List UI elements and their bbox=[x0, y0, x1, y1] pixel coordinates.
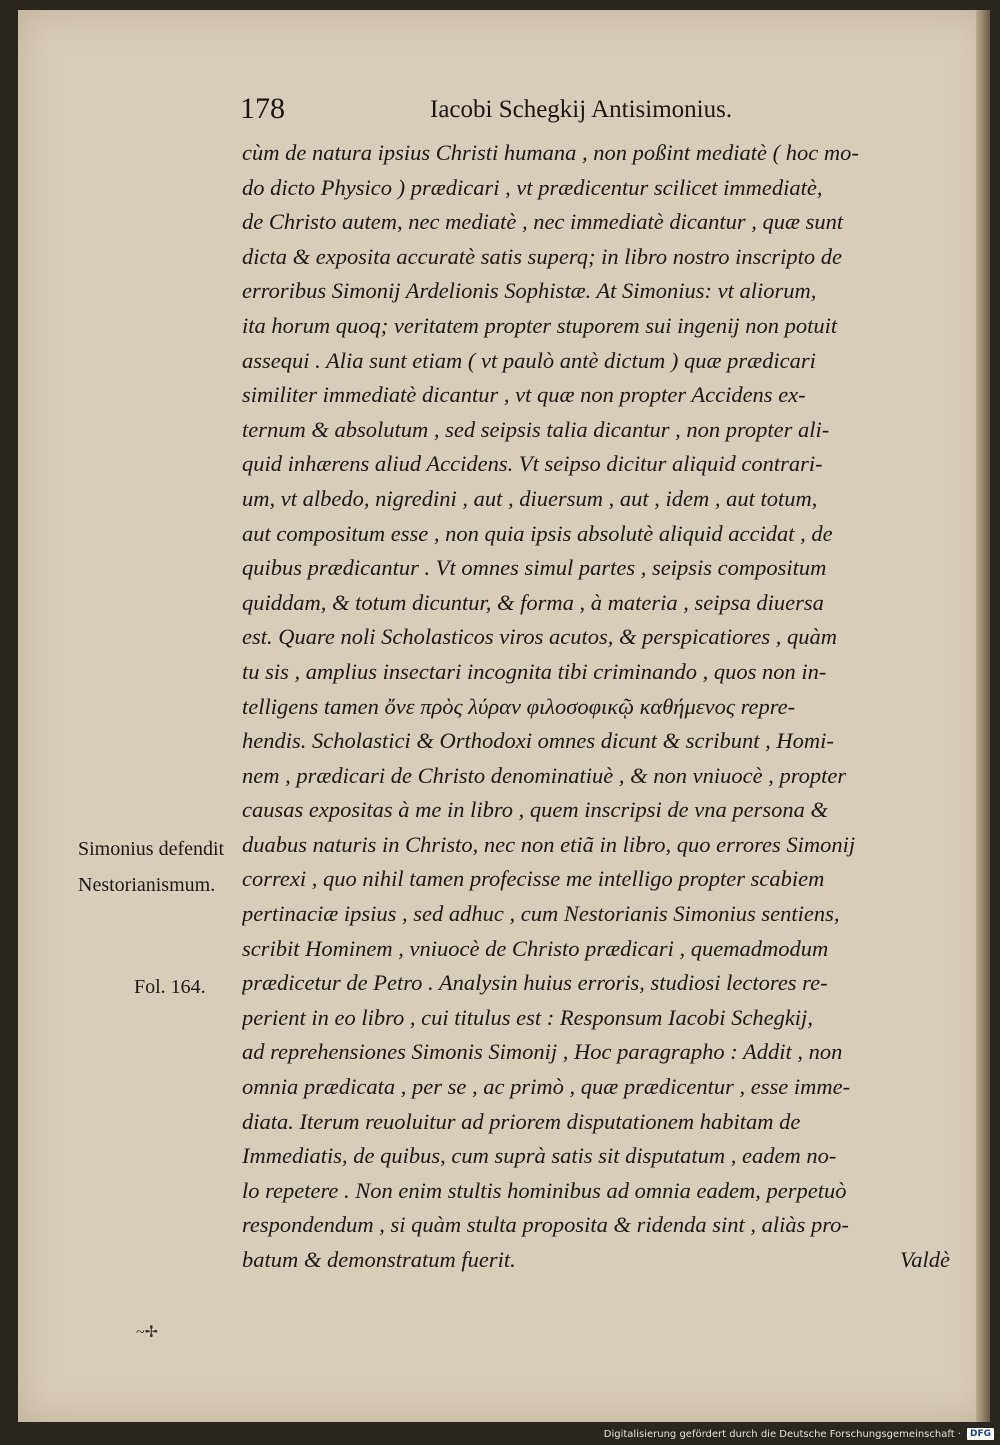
ink-mark: ~✢ bbox=[136, 1324, 159, 1341]
text-line: dicta & exposita accuratè satis superq; in libro nostro inscripto de bbox=[242, 243, 842, 269]
text-line: est. Quare noli Scholasticos viros acutos, & perspicatiores , quàm bbox=[242, 624, 837, 650]
text-line: quibus prædicantur . Vt omnes simul partes , seipsis compositum bbox=[242, 555, 827, 581]
text-line: ad reprehensiones Simonis Simonij , Hoc paragrapho : Addit , non bbox=[242, 1039, 843, 1065]
text-line: scribit Hominem , vniuocè de Christo prædicari , quemadmodum bbox=[242, 935, 829, 961]
text-line: pertinaciæ ipsius , sed adhuc , cum Nestorianis Simonius sentiens, bbox=[242, 901, 840, 927]
margin-note-simonius: Simonius defendit bbox=[78, 838, 225, 860]
text-line: ternum & absolutum , sed seipsis talia dicantur , non propter ali- bbox=[242, 416, 830, 442]
catchword: Valdè bbox=[900, 1247, 950, 1272]
margin-note-folio: Fol. 164. bbox=[134, 976, 206, 998]
text-line-last bbox=[242, 1243, 962, 1278]
text-line: correxi , quo nihil tamen profecisse me intelligo propter scabiem bbox=[242, 866, 825, 892]
text-line: respondendum , si quàm stulta proposita & ridenda sint , aliàs pro- bbox=[242, 1212, 849, 1238]
text-line: prædicetur de Petro . Analysin huius erroris, studiosi lectores re- bbox=[242, 970, 828, 996]
dfg-logo: DFG bbox=[967, 1428, 994, 1440]
footer-credit: Digitalisierung gefördert durch die Deutsche Forschungsgemeinschaft · bbox=[603, 1428, 961, 1440]
text-line: assequi . Alia sunt etiam ( vt paulò antè dictum ) quæ prædicari bbox=[242, 347, 816, 373]
text-line: similiter immediatè dicantur , vt quæ non propter Accidens ex- bbox=[242, 382, 806, 408]
text-line: causas expositas à me in libro , quem inscripsi de vna persona & bbox=[242, 797, 828, 823]
closing-text: batum & demonstratum fuerit. bbox=[242, 1247, 516, 1272]
margin-note-nestorianism: Nestorianismum. bbox=[78, 874, 216, 896]
text-line: quid inhærens aliud Accidens. Vt seipso dicitur aliquid contrari- bbox=[242, 451, 823, 477]
page-header bbox=[240, 92, 780, 128]
page-gutter bbox=[976, 10, 990, 1422]
text-line: cùm de natura ipsius Christi humana , non poßint mediatè ( hoc mo- bbox=[242, 140, 859, 165]
text-line: nem , prædicari de Christo denominatiuè , & non vniuocè , propter bbox=[242, 762, 847, 788]
text-line: hendis. Scholastici & Orthodoxi omnes dicunt & scribunt , Homi- bbox=[242, 728, 834, 754]
text-line: tu sis , amplius insectari incognita tibi criminando , quos non in- bbox=[242, 658, 827, 684]
text-line: lo repetere . Non enim stultis hominibus ad omnia eadem, perpetuò bbox=[242, 1177, 847, 1203]
text-line: duabus naturis in Christo, nec non etiã in libro, quo errores Simonij bbox=[242, 831, 856, 857]
text-line: quiddam, & totum dicuntur, & forma , à materia , seipsa diuersa bbox=[242, 589, 824, 615]
running-title: Iacobi Schegkij Antisimonius. bbox=[430, 96, 733, 123]
digitization-footer bbox=[604, 1426, 994, 1442]
text-line: ita horum quoq; veritatem propter stuporem sui ingenij non potuit bbox=[242, 312, 838, 338]
text-line: omnia prædicata , per se , ac primò , quæ prædicentur , esse imme- bbox=[242, 1074, 851, 1100]
text-line: aut compositum esse , non quia ipsis absolutè aliquid accidat , de bbox=[242, 520, 833, 546]
text-line: um, vt albedo, nigredini , aut , diuersum , aut , idem , aut totum, bbox=[242, 485, 818, 511]
text-line: do dicto Physico ) prædicari , vt prædicentur scilicet immediatè, bbox=[242, 174, 823, 200]
text-line: de Christo autem, nec mediatè , nec immediatè dicantur , quæ sunt bbox=[242, 209, 844, 235]
text-line: perient in eo libro , cui titulus est : Responsum Iacobi Schegkij, bbox=[242, 1004, 813, 1030]
text-line: telligens tamen ὄνε πρὸς λύραν φιλοσοφικῷ καθήμενος repre- bbox=[242, 693, 796, 719]
book-page bbox=[18, 10, 990, 1422]
text-line: diata. Iterum reuoluitur ad priorem disputationem habitam de bbox=[242, 1108, 801, 1134]
text-line: Immediatis, de quibus, cum suprà satis sit disputatum , eadem no- bbox=[242, 1143, 837, 1169]
text-line: erroribus Simonij Ardelionis Sophistæ. At Simonius: vt aliorum, bbox=[242, 278, 817, 304]
page-number: 178 bbox=[240, 92, 285, 125]
main-text bbox=[242, 136, 962, 1278]
